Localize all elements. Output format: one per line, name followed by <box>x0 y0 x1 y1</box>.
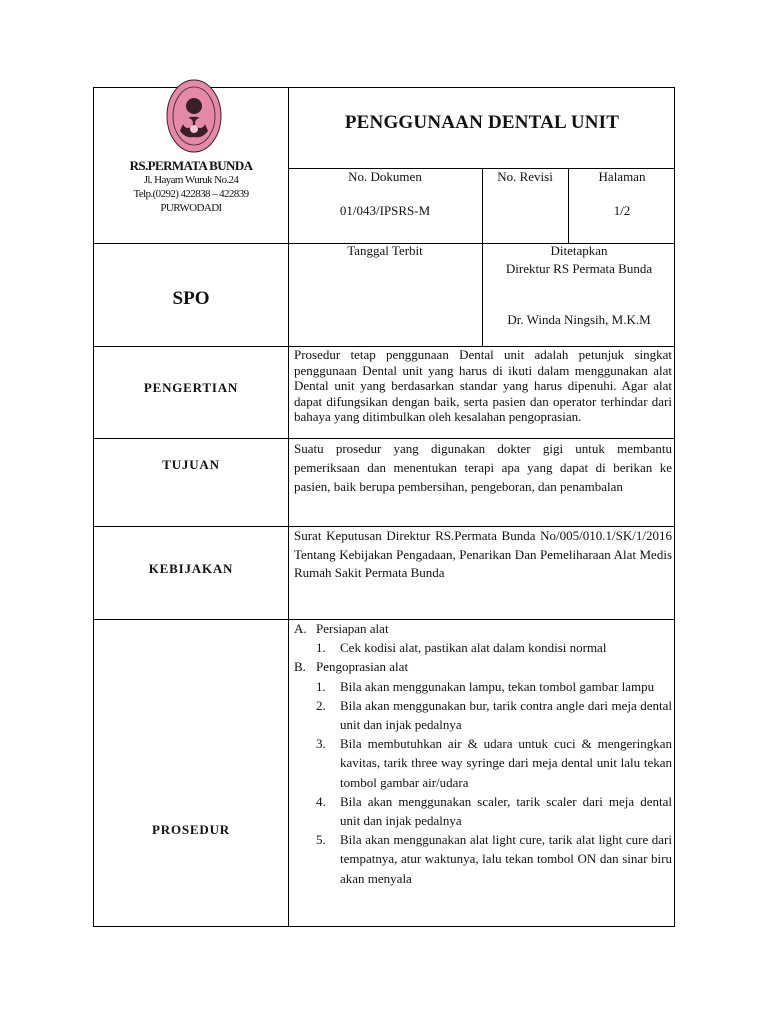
step-text: Bila akan menggunakan scaler, tarik scaler dari meja dental unit dan injak pedalnya <box>340 793 672 829</box>
step-text: Bila akan menggunakan bur, tarik contra angle dari meja dental unit dan injak pedalnya <box>340 697 672 733</box>
list-item <box>316 696 672 734</box>
document-title: PENGGUNAAN DENTAL UNIT <box>344 112 620 133</box>
pengertian-text: Prosedur tetap penggunaan Dental unit adalah petunjuk singkat penggunaan Dental unit yang harus di ikuti dalam menggunakan alat Dental unit yang berdasarkan standar yang harus dipenuhi. Agar alat dapat difungsikan dengan baik, serta pasien dan operator terhindar dari bahaya yang ditimbulkan oleh kesalahan pengoprasian. <box>294 347 672 424</box>
list-item <box>316 792 672 830</box>
spo-label: SPO <box>172 288 210 309</box>
list-item <box>316 638 672 657</box>
hospital-logo-icon <box>166 79 222 154</box>
doc-number-label: No. Dokumen <box>348 169 422 184</box>
hospital-city: PURWODADI <box>160 202 222 214</box>
doc-number-value: 01/043/IPSRS-M <box>339 203 431 218</box>
approved-label: Ditetapkan <box>550 243 608 258</box>
step-text: Bila akan menggunakan alat light cure, tarik alat light cure dari tempatnya, atur waktunya, lalu tekan tombol ON dan sinar biru akan menyala <box>340 832 672 886</box>
pengertian-label: PENGERTIAN <box>143 380 239 395</box>
step-text: Cek kodisi alat, pastikan alat dalam kondisi normal <box>340 640 607 656</box>
issue-date-label: Tanggal Terbit <box>347 243 423 258</box>
section-b <box>294 657 672 676</box>
list-item <box>316 734 672 792</box>
page-label: Halaman <box>598 169 646 184</box>
section-title: Pengoprasian alat <box>316 659 409 675</box>
list-item <box>316 830 672 888</box>
kebijakan-text: Surat Keputusan Direktur RS.Permata Bunda No/005/010.1/SK/1/2016 Tentang Kebijakan Pengadaan, Penarikan Dan Pemeliharaan Alat Medis Rumah Sakit Permata Bunda <box>294 528 672 581</box>
hospital-header <box>94 88 288 243</box>
prosedur-label: PROSEDUR <box>152 822 230 837</box>
revision-label: No. Revisi <box>497 169 553 184</box>
step-number: 1. <box>316 678 326 694</box>
step-number: 4. <box>316 793 326 809</box>
hospital-name: RS.PERMATA BUNDA <box>129 158 253 173</box>
section-title: Persiapan alat <box>316 621 389 636</box>
prosedur-steps <box>294 619 672 888</box>
tujuan-text: Suatu prosedur yang digunakan dokter gigi untuk membantu pemeriksaan dan menentukan terapi apa yang dapat di berikan ke pasien, baik berupa pembersihan, pengeboran, dan penambalan <box>294 441 672 494</box>
page-value: 1/2 <box>613 203 631 218</box>
list-item <box>316 677 672 696</box>
tujuan-label: TUJUAN <box>162 457 220 472</box>
hospital-address: Jl. Hayam Wuruk No.24 <box>143 174 239 186</box>
spo-document <box>93 87 675 927</box>
section-a <box>294 619 672 638</box>
step-number: 3. <box>316 736 326 752</box>
step-text: Bila membutuhkan air & udara untuk cuci & mengeringkan kavitas, tarik three way syringe dari meja dental unit lalu tekan tombol gambar air/udara <box>340 736 672 790</box>
signatory-name: Dr. Winda Ningsih, M.K.M <box>507 312 651 327</box>
step-number: 1. <box>316 640 326 656</box>
step-text: Bila akan menggunakan lampu, tekan tombol gambar lampu <box>340 678 655 694</box>
kebijakan-label: KEBIJAKAN <box>148 561 234 576</box>
step-number: 2. <box>316 697 326 713</box>
approved-by: Direktur RS Permata Bunda <box>505 261 653 276</box>
section-marker: A. <box>294 621 307 636</box>
section-marker: B. <box>294 659 306 675</box>
step-number: 5. <box>316 832 326 848</box>
hospital-phone: Telp.(0292) 422838 – 422839 <box>133 188 249 200</box>
